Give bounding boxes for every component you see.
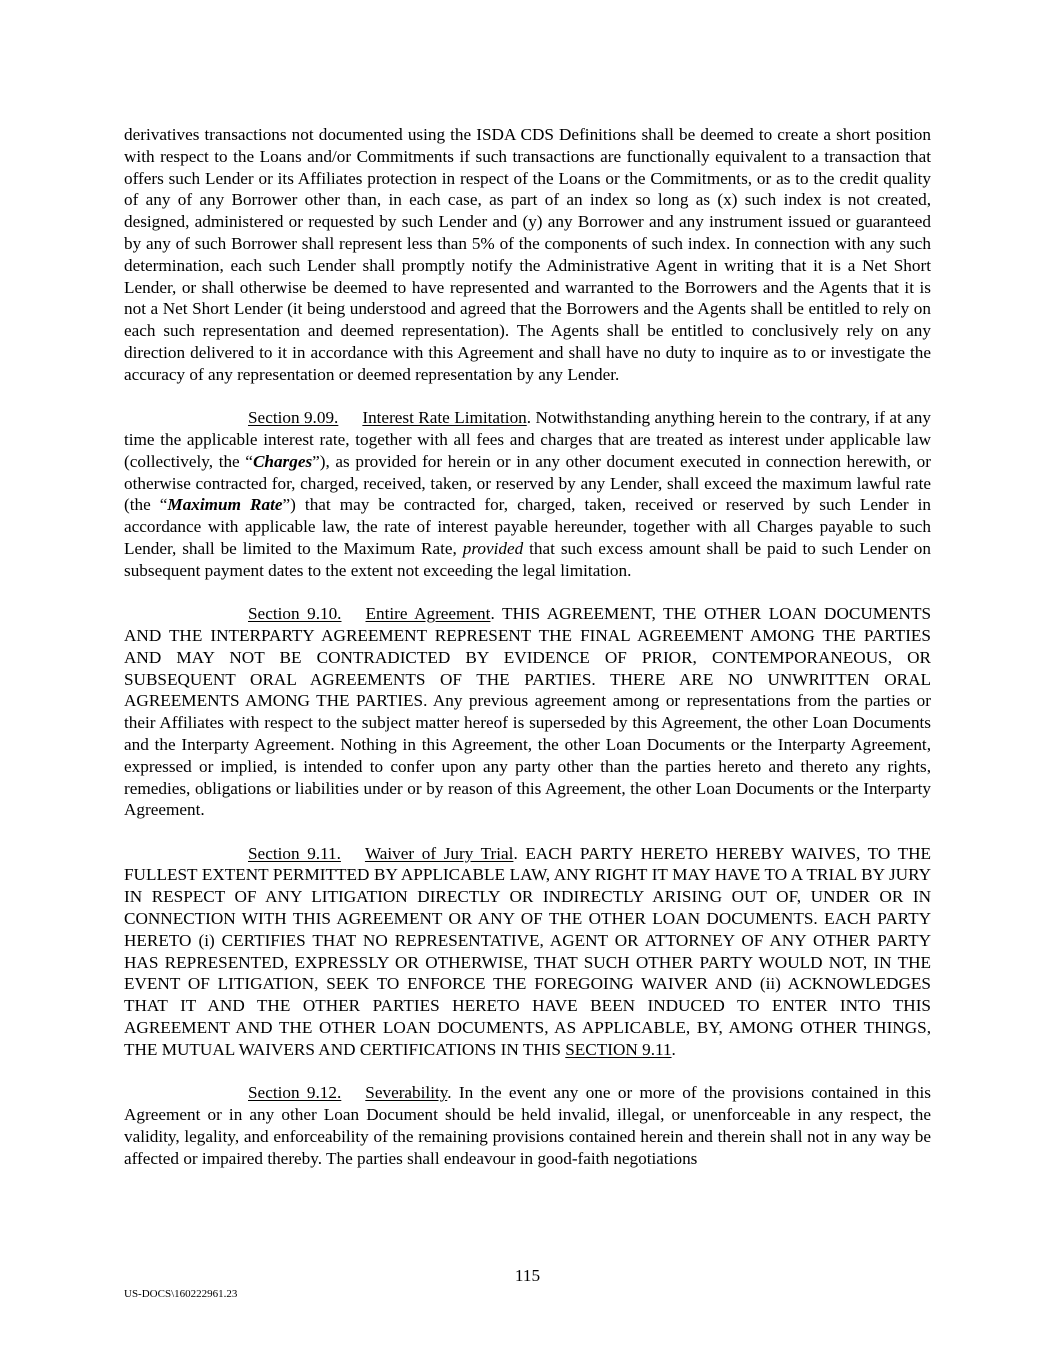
section-title: Severability: [365, 1083, 448, 1103]
section-number: Section 9.09.: [248, 408, 339, 428]
section-text: . Notwithstanding anything herein to the contrary, if at any time the applicable interest rate, together with all fees and charges that are treated as interest under applicable law (collectively, the “: [124, 408, 931, 471]
proviso-term: provided: [462, 538, 524, 558]
section-9-09: [124, 407, 931, 581]
section-text: . THIS AGREEMENT, THE OTHER LOAN DOCUMENTS AND THE INTERPARTY AGREEMENT REPRESENT THE FINAL AGREEMENT AMONG THE PARTIES AND MAY NOT BE CONTRADICTED BY EVIDENCE OF PRIOR, CONTEMPORANEOUS, OR SUBSEQUENT ORAL AGREEMENTS OF THE PARTIES. THERE ARE NO UNWRITTEN ORAL AGREEMENTS AMONG THE PARTIES. Any previous agreement among or representations from the parties or their Affiliates with respect to the subject matter hereof is superseded by this Agreement, the other Loan Documents and the Interparty Agreement. Nothing in this Agreement, the other Loan Documents or the Interparty Agreement, expressed or implied, is intended to confer upon any party other than the parties hereto and thereto any rights, remedies, obligations or liabilities under or by reason of this Agreement, the other Loan Documents or the Interparty Agreement.: [124, 604, 931, 820]
section-number: Section 9.10.: [248, 604, 342, 624]
document-body: [124, 124, 931, 1191]
section-title: Entire Agreement: [365, 604, 491, 624]
section-text: that such excess amount shall be paid to such Lender on subsequent payment dates to the extent not exceeding the legal limitation.: [124, 538, 931, 580]
paragraph-net-short-continuation: [124, 124, 931, 386]
defined-term-charges: Charges: [252, 451, 313, 471]
section-title: Interest Rate Limitation: [362, 408, 527, 428]
section-title: Waiver of Jury Trial: [364, 843, 514, 863]
section-text: . EACH PARTY HERETO HEREBY WAIVES, TO THE FULLEST EXTENT PERMITTED BY APPLICABLE LAW, ANY RIGHT IT MAY HAVE TO A TRIAL BY JURY IN RESPECT OF ANY LITIGATION DIRECTLY OR INDIRECTLY ARISING OUT OF, UNDER OR IN CONNECTION WITH THIS AGREEMENT OR ANY OF THE OTHER LOAN DOCUMENTS. EACH PARTY HERETO (i) CERTIFIES THAT NO REPRESENTATIVE, AGENT OR ATTORNEY OF ANY OTHER PARTY HAS REPRESENTED, EXPRESSLY OR OTHERWISE, THAT SUCH OTHER PARTY WOULD NOT, IN THE EVENT OF LITIGATION, SEEK TO ENFORCE THE FOREGOING WAIVER AND (ii) ACKNOWLEDGES THAT IT AND THE OTHER PARTIES HERETO HAVE BEEN INDUCED TO ENTER INTO THIS AGREEMENT AND THE OTHER LOAN DOCUMENTS, AS APPLICABLE, BY, AMONG OTHER THINGS, THE MUTUAL WAIVERS AND CERTIFICATIONS IN THIS: [124, 843, 931, 1059]
section-9-12: [124, 1082, 931, 1169]
section-9-11: [124, 843, 931, 1061]
section-number: Section 9.11.: [248, 843, 341, 863]
section-text: ”) that may be contracted for, charged, taken, received or reserved by such Lender in accordance with applicable law, the rate of interest payable hereunder, together with all Charges payable to such Lender, shall be limited to the Maximum Rate,: [124, 495, 931, 558]
section-text-end: .: [671, 1039, 676, 1059]
section-number: Section 9.12.: [248, 1083, 342, 1103]
paragraph-text: derivatives transactions not documented using the ISDA CDS Definitions shall be deemed to create a short position with respect to the Loans and/or Commitments if such transactions are functionally equivalent to a transaction that offers such Lender or its Affiliates protection in respect of the Loans or the Commitments, or as to the credit quality of any of any Borrower other than, in each case, as part of an index so long as (x) such index is not created, designed, administered or requested by such Lender and (y) any Borrower and any instrument issued or guaranteed by any of such Borrower shall represent less than 5% of the components of such index. In connection with any such determination, each such Lender shall promptly notify the Administrative Agent in writing that it is a Net Short Lender, or shall otherwise be deemed to have represented and warranted to the Borrowers and the Agents that it is not a Net Short Lender (it being understood and agreed that the Borrowers and the Agents shall be entitled to rely on each such representation and deemed representation). The Agents shall be entitled to conclusively rely on any direction delivered to it in accordance with this Agreement and shall have no duty to inquire as to or investigate the accuracy of any representation or deemed representation by any Lender.: [124, 125, 931, 384]
document-id: US-DOCS\160222961.23: [124, 1288, 238, 1300]
section-cross-reference: SECTION 9.11: [565, 1039, 672, 1059]
page-number: 115: [514, 1266, 541, 1285]
section-text: ”), as provided for herein or in any other document executed in connection herewith, or otherwise contracted for, charged, received, taken, or reserved by any Lender, shall exceed the maximum lawful rate (the “: [124, 451, 932, 515]
section-9-10: [124, 603, 931, 821]
section-text: . In the event any one or more of the provisions contained in this Agreement or in any other Loan Document should be held invalid, illegal, or unenforceable in any respect, the validity, legality, and enforceability of the remaining provisions contained herein and therein shall not in any way be affected or impaired thereby. The parties shall endeavour in good-faith negotiations: [124, 1083, 931, 1168]
defined-term-maximum-rate: Maximum Rate: [167, 495, 283, 515]
